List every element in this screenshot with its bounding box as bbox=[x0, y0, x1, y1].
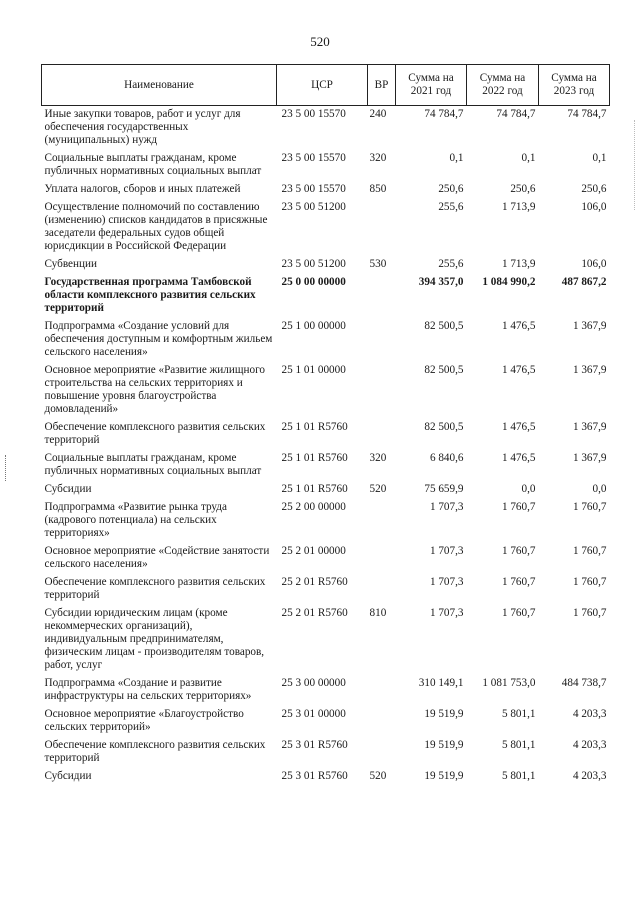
cell-sum-2022: 1 476,5 bbox=[501, 320, 536, 332]
cell-sum-2023: 1 760,7 bbox=[572, 545, 607, 557]
cell-sum-2022: 5 801,1 bbox=[501, 708, 536, 720]
cell-csr: 25 1 01 R5760 bbox=[281, 483, 348, 495]
cell-sum-2021: 1 707,3 bbox=[429, 576, 464, 588]
cell-sum-2021: 82 500,5 bbox=[424, 364, 464, 376]
cell-vr: 240 bbox=[369, 108, 387, 120]
cell-csr: 25 2 01 R5760 bbox=[281, 607, 348, 619]
cell-name: Основное мероприятие «Благоустройство сельских территорий» bbox=[44, 708, 244, 733]
cell-csr: 23 5 00 15570 bbox=[281, 152, 346, 164]
cell-name: Основное мероприятие «Развитие жилищного строительства на сельских территориях и повышение уровня благоустройства домовладений» bbox=[44, 364, 265, 415]
cell-vr bbox=[368, 675, 396, 706]
table-row bbox=[42, 256, 610, 274]
table-row bbox=[42, 150, 610, 181]
cell-csr: 25 3 01 00000 bbox=[281, 708, 346, 720]
cell-sum-2021: 19 519,9 bbox=[424, 739, 464, 751]
table-row bbox=[42, 706, 610, 737]
table-row bbox=[42, 768, 610, 786]
header-sum-2021: Сумма на 2021 год bbox=[396, 65, 467, 106]
header-name: Наименование bbox=[42, 65, 277, 106]
cell-sum-2021: 394 357,0 bbox=[418, 276, 464, 288]
cell-name: Субсидии bbox=[44, 483, 92, 495]
cell-sum-2022: 1 084 990,2 bbox=[482, 276, 536, 288]
cell-csr: 25 2 00 00000 bbox=[281, 501, 346, 513]
cell-csr: 25 1 01 R5760 bbox=[281, 452, 348, 464]
cell-sum-2021: 255,6 bbox=[438, 258, 464, 270]
table-row bbox=[42, 199, 610, 256]
cell-csr: 23 5 00 15570 bbox=[281, 108, 346, 120]
cell-vr bbox=[368, 199, 396, 256]
cell-sum-2021: 255,6 bbox=[438, 201, 464, 213]
cell-sum-2022: 1 760,7 bbox=[501, 576, 536, 588]
cell-sum-2022: 74 784,7 bbox=[496, 108, 536, 120]
header-csr: ЦСР bbox=[277, 65, 368, 106]
table-row bbox=[42, 106, 610, 151]
cell-sum-2022: 1 476,5 bbox=[501, 452, 536, 464]
cell-sum-2021: 250,6 bbox=[438, 183, 464, 195]
cell-sum-2023: 1 760,7 bbox=[572, 576, 607, 588]
cell-name: Подпрограмма «Развитие рынка труда (кадрового потенциала) на сельских территориях» bbox=[44, 501, 227, 539]
cell-sum-2023: 1 760,7 bbox=[572, 501, 607, 513]
cell-sum-2023: 4 203,3 bbox=[572, 770, 607, 782]
cell-sum-2023: 106,0 bbox=[581, 258, 607, 270]
cell-sum-2023: 0,1 bbox=[592, 152, 607, 164]
cell-csr: 25 1 01 00000 bbox=[281, 364, 346, 376]
table-header bbox=[42, 65, 610, 106]
cell-sum-2021: 1 707,3 bbox=[429, 501, 464, 513]
cell-sum-2022: 1 476,5 bbox=[501, 421, 536, 433]
cell-sum-2022: 1 081 753,0 bbox=[482, 677, 536, 689]
cell-sum-2023: 4 203,3 bbox=[572, 708, 607, 720]
table-row bbox=[42, 419, 610, 450]
cell-name: Уплата налогов, сборов и иных платежей bbox=[44, 183, 241, 195]
cell-name: Субсидии юридическим лицам (кроме некоммерческих организаций), индивидуальным предпринимателям, физическим лицам - производителям товаров, работ, услуг bbox=[44, 607, 265, 671]
cell-vr bbox=[368, 543, 396, 574]
table-row bbox=[42, 574, 610, 605]
cell-csr: 25 2 01 00000 bbox=[281, 545, 346, 557]
cell-sum-2022: 0,1 bbox=[521, 152, 536, 164]
page-number: 520 bbox=[310, 34, 330, 49]
cell-sum-2021: 82 500,5 bbox=[424, 320, 464, 332]
cell-sum-2022: 1 713,9 bbox=[501, 201, 536, 213]
cell-csr: 25 0 00 00000 bbox=[281, 276, 346, 288]
cell-vr bbox=[368, 574, 396, 605]
cell-sum-2023: 484 738,7 bbox=[561, 677, 607, 689]
cell-sum-2021: 19 519,9 bbox=[424, 770, 464, 782]
table-row bbox=[42, 181, 610, 199]
cell-sum-2023: 487 867,2 bbox=[561, 276, 607, 288]
cell-vr: 810 bbox=[369, 607, 387, 619]
cell-name: Основное мероприятие «Содействие занятости сельского населения» bbox=[44, 545, 270, 570]
cell-csr: 23 5 00 15570 bbox=[281, 183, 346, 195]
cell-sum-2021: 74 784,7 bbox=[424, 108, 464, 120]
cell-name: Иные закупки товаров, работ и услуг для обеспечения государственных (муниципальных) нужд bbox=[44, 108, 241, 146]
margin-scan-mark bbox=[5, 455, 8, 481]
margin-scan-mark-right bbox=[634, 120, 637, 210]
cell-vr bbox=[368, 706, 396, 737]
table-row bbox=[42, 318, 610, 362]
cell-sum-2022: 5 801,1 bbox=[501, 739, 536, 751]
cell-vr bbox=[368, 737, 396, 768]
cell-vr bbox=[368, 362, 396, 419]
cell-vr: 530 bbox=[369, 258, 387, 270]
header-sum-2023: Сумма на 2023 год bbox=[539, 65, 610, 106]
cell-sum-2021: 310 149,1 bbox=[418, 677, 464, 689]
cell-name: Подпрограмма «Создание условий для обеспечения доступным и комфортным жильем сельского населения» bbox=[44, 320, 273, 358]
cell-sum-2022: 1 713,9 bbox=[501, 258, 536, 270]
cell-name: Обеспечение комплексного развития сельских территорий bbox=[44, 739, 266, 764]
cell-sum-2023: 1 367,9 bbox=[572, 452, 607, 464]
cell-sum-2021: 19 519,9 bbox=[424, 708, 464, 720]
cell-sum-2023: 1 760,7 bbox=[572, 607, 607, 619]
table-row bbox=[42, 450, 610, 481]
cell-name: Субвенции bbox=[44, 258, 97, 270]
cell-name: Осуществление полномочий по составлению (изменению) списков кандидатов в присяжные заседатели федеральных судов общей юрисдикции в Российской Федерации bbox=[44, 201, 268, 252]
table-row bbox=[42, 362, 610, 419]
cell-vr bbox=[368, 318, 396, 362]
cell-vr: 520 bbox=[369, 770, 387, 782]
cell-sum-2023: 250,6 bbox=[581, 183, 607, 195]
cell-vr: 850 bbox=[369, 183, 387, 195]
cell-sum-2021: 1 707,3 bbox=[429, 545, 464, 557]
cell-csr: 25 1 01 R5760 bbox=[281, 421, 348, 433]
cell-sum-2021: 1 707,3 bbox=[429, 607, 464, 619]
cell-sum-2023: 0,0 bbox=[592, 483, 607, 495]
cell-sum-2022: 1 760,7 bbox=[501, 545, 536, 557]
cell-csr: 25 3 00 00000 bbox=[281, 677, 346, 689]
table-row bbox=[42, 675, 610, 706]
cell-sum-2023: 74 784,7 bbox=[567, 108, 607, 120]
cell-vr: 320 bbox=[369, 452, 387, 464]
cell-sum-2021: 6 840,6 bbox=[429, 452, 464, 464]
header-vr: ВР bbox=[368, 65, 396, 106]
cell-name: Социальные выплаты гражданам, кроме публичных нормативных социальных выплат bbox=[44, 452, 262, 477]
cell-sum-2021: 75 659,9 bbox=[424, 483, 464, 495]
cell-sum-2022: 5 801,1 bbox=[501, 770, 536, 782]
cell-name: Обеспечение комплексного развития сельских территорий bbox=[44, 576, 266, 601]
cell-vr bbox=[368, 274, 396, 318]
cell-sum-2022: 1 476,5 bbox=[501, 364, 536, 376]
cell-sum-2021: 0,1 bbox=[449, 152, 464, 164]
cell-csr: 25 1 00 00000 bbox=[281, 320, 346, 332]
cell-sum-2023: 1 367,9 bbox=[572, 364, 607, 376]
cell-sum-2022: 250,6 bbox=[510, 183, 536, 195]
cell-csr: 25 3 01 R5760 bbox=[281, 739, 348, 751]
cell-sum-2023: 106,0 bbox=[581, 201, 607, 213]
cell-vr: 520 bbox=[369, 483, 387, 495]
table-body bbox=[42, 106, 610, 787]
table-row bbox=[42, 274, 610, 318]
table-row bbox=[42, 543, 610, 574]
cell-name: Подпрограмма «Создание и развитие инфраструктуры на сельских территориях» bbox=[44, 677, 252, 702]
cell-name: Социальные выплаты гражданам, кроме публичных нормативных социальных выплат bbox=[44, 152, 262, 177]
cell-csr: 23 5 00 51200 bbox=[281, 258, 346, 270]
cell-vr bbox=[368, 499, 396, 543]
cell-sum-2021: 82 500,5 bbox=[424, 421, 464, 433]
table-row bbox=[42, 737, 610, 768]
cell-name: Обеспечение комплексного развития сельских территорий bbox=[44, 421, 266, 446]
cell-sum-2022: 0,0 bbox=[521, 483, 536, 495]
cell-name: Субсидии bbox=[44, 770, 92, 782]
cell-vr bbox=[368, 419, 396, 450]
cell-sum-2022: 1 760,7 bbox=[501, 607, 536, 619]
cell-vr: 320 bbox=[369, 152, 387, 164]
cell-csr: 25 3 01 R5760 bbox=[281, 770, 348, 782]
cell-csr: 23 5 00 51200 bbox=[281, 201, 346, 213]
table-row bbox=[42, 499, 610, 543]
cell-sum-2023: 1 367,9 bbox=[572, 320, 607, 332]
cell-sum-2022: 1 760,7 bbox=[501, 501, 536, 513]
cell-sum-2023: 4 203,3 bbox=[572, 739, 607, 751]
cell-csr: 25 2 01 R5760 bbox=[281, 576, 348, 588]
table-row bbox=[42, 605, 610, 675]
header-sum-2022: Сумма на 2022 год bbox=[467, 65, 539, 106]
cell-name: Государственная программа Тамбовской области комплексного развития сельских территорий bbox=[44, 276, 256, 314]
budget-table bbox=[41, 64, 610, 786]
cell-sum-2023: 1 367,9 bbox=[572, 421, 607, 433]
table-row bbox=[42, 481, 610, 499]
